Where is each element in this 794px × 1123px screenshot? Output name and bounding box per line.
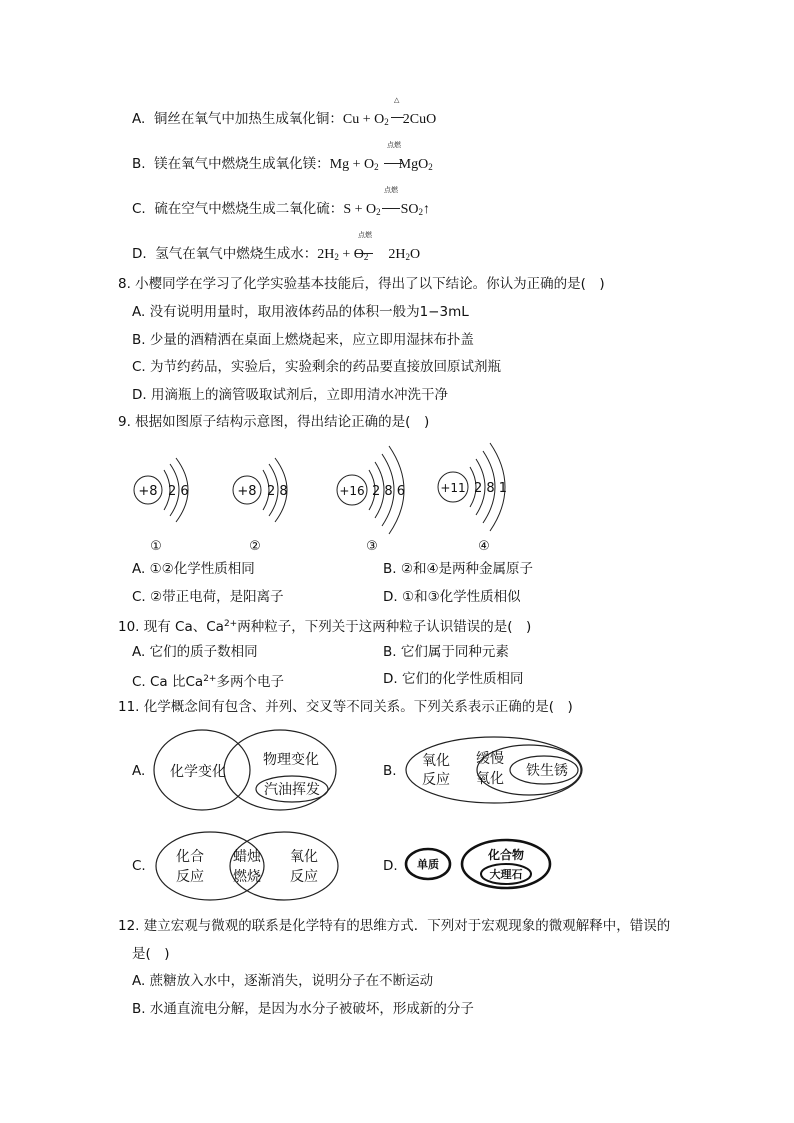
q11-option-a-letter: A.: [132, 763, 146, 779]
q8-option-b: B. 少量的酒精洒在桌面上燃烧起来，应立即用湿抹布扑盖: [132, 332, 474, 348]
ignite-condition: 点燃: [387, 141, 401, 149]
iron-rust-label: 铁生锈: [526, 763, 568, 779]
q10-stem: 10. 现有 Ca、$Ca^{2+}$两种粒子，下列关于这两种粒子认识错误的是( ): [118, 619, 532, 635]
atom-4-label: ④: [478, 539, 490, 554]
combination-reaction-ellipse: [156, 832, 264, 900]
q10-option-a: A. 它们的质子数相同: [132, 644, 258, 660]
q12-option-b: B. 水通直流电分解，是因为水分子被破坏，形成新的分子: [132, 1001, 474, 1017]
candle-burning-label-2: 燃烧: [233, 869, 261, 885]
q10-option-d: D. 它们的化学性质相同: [383, 671, 524, 687]
reaction-bar: [391, 117, 404, 118]
atom-3-nucleus: +16: [339, 484, 365, 498]
slow-oxidation-label-2: 氧化: [476, 771, 504, 787]
atom-2-nucleus: +8: [237, 484, 257, 499]
q12-stem-line-2: 是( ): [132, 946, 170, 962]
q8-option-c: C. 为节约药品，实验后，实验剩余的药品要直接放回原试剂瓶: [132, 359, 502, 375]
q11-diagram-d: [402, 836, 554, 896]
atom-1-nucleus: +8: [138, 484, 158, 499]
q12-option-a: A. 蔗糖放入水中，逐渐消失，说明分子在不断运动: [132, 973, 434, 989]
gasoline-volatilize-label: 汽油挥发: [264, 782, 320, 798]
atom-2-electrons: 2 8: [267, 484, 288, 499]
atom-4-electrons: 2 8 1: [474, 481, 508, 496]
chemical-change-label: 化学变化: [170, 764, 226, 780]
compound-label: 化合物: [487, 848, 525, 862]
q10-option-c: C. Ca 比$Ca^{2+}$多两个电子: [132, 674, 284, 690]
q7-option-d: D. 氢气在氧气中燃烧生成水：$2H_2 + O_2$ $2H_2O$: [132, 246, 421, 262]
atom-3-electrons: 2 8 6: [372, 484, 406, 499]
reaction-bar: [384, 163, 402, 164]
q11-option-d-letter: D.: [383, 858, 398, 874]
atom-structure-diagrams: [120, 440, 540, 560]
q7-option-a: A. 铜丝在氧气中加热生成氧化铜：$Cu + O_2$ 2CuO: [132, 111, 437, 127]
atom-1-electrons: 2 6: [168, 484, 189, 499]
q8-option-a: A. 没有说明用量时，取用液体药品的体积一般为1−3mL: [132, 304, 469, 320]
ignite-condition: 点燃: [358, 231, 372, 239]
q7-option-c: C. 硫在空气中燃烧生成二氧化硫：$S + O_2$ $SO_2↑$: [132, 201, 431, 217]
oxidation-reaction-ellipse: [230, 832, 338, 900]
oxidation-reaction-label-2: 反应: [290, 869, 318, 885]
atom-1-label: ①: [150, 539, 162, 554]
marble-label: 大理石: [489, 868, 523, 881]
q12-stem-line-1: 12. 建立宏观与微观的联系是化学特有的思维方式．下列对于宏观现象的微观解释中，错误的: [118, 918, 671, 934]
q11-option-c-letter: C.: [132, 858, 146, 874]
q10-option-b: B. 它们属于同种元素: [383, 644, 509, 660]
q11-diagram-c: [152, 828, 342, 904]
combination-reaction-label-2: 反应: [176, 869, 204, 885]
physical-change-label: 物理变化: [263, 752, 319, 768]
reaction-bar: [355, 253, 373, 254]
q7-option-b: B. 镁在氧气中燃烧生成氧化镁：$Mg + O_2$ MgO$_2$: [132, 156, 433, 172]
q11-option-b-letter: B.: [383, 763, 397, 779]
combination-reaction-label-1: 化合: [176, 849, 204, 865]
q11-diagram-a: [150, 725, 340, 815]
q9-option-b: B. ②和④是两种金属原子: [383, 561, 534, 577]
oxidation-reaction-label-1: 氧化: [422, 753, 450, 769]
ignite-condition: 点燃: [384, 186, 398, 194]
atom-4-nucleus: +11: [440, 481, 466, 495]
q9-option-d: D. ①和③化学性质相似: [383, 589, 521, 605]
q11-diagram-b: [402, 733, 588, 807]
heat-condition: △: [394, 96, 400, 104]
q9-option-c: C. ②带正电荷，是阳离子: [132, 589, 284, 605]
reaction-bar: [382, 208, 400, 209]
q11-stem: 11. 化学概念间有包含、并列、交叉等不同关系。下列关系表示正确的是( ): [118, 699, 573, 715]
q8-option-d: D. 用滴瓶上的滴管吸取试剂后，立即用清水冲洗干净: [132, 387, 448, 403]
atom-3-label: ③: [366, 539, 378, 554]
slow-oxidation-label-1: 缓慢: [476, 751, 504, 767]
q9-stem: 9. 根据如图原子结构示意图，得出结论正确的是( ): [118, 414, 430, 430]
oxidation-reaction-label-1: 氧化: [290, 849, 318, 865]
oxidation-reaction-label-2: 反应: [422, 772, 450, 788]
candle-burning-label-1: 蜡烛: [233, 849, 261, 865]
element-substance-label: 单质: [417, 858, 439, 871]
atom-2-label: ②: [249, 539, 261, 554]
q9-option-a: A. ①②化学性质相同: [132, 561, 255, 577]
q8-stem: 8. 小樱同学在学习了化学实验基本技能后，得出了以下结论。你认为正确的是( ): [118, 276, 605, 292]
